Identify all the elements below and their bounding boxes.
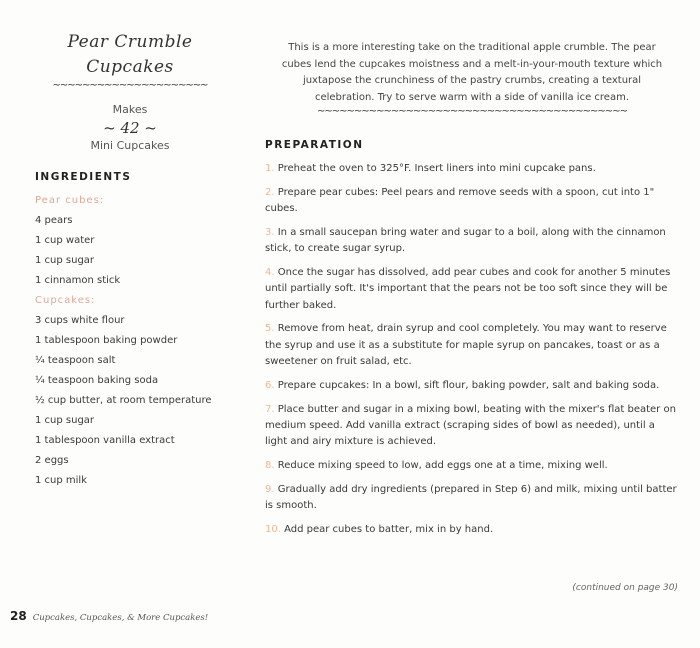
preparation-step: [265, 265, 680, 314]
step-text: Once the sugar has dissolved, add pear cubes and cook for another 5 minutes until partially soft. It's important that the pears not be too soft since they will be further baked.: [265, 266, 671, 311]
step-text: Prepare cupcakes: In a bowl, sift flour, baking powder, salt and baking soda.: [277, 379, 660, 391]
step-text: Gradually add dry ingredients (prepared in Step 6) and milk, mixing until batter is smooth.: [265, 483, 677, 512]
preparation-step: [265, 522, 680, 538]
step-number: 9.: [265, 483, 275, 495]
preparation-steps: [265, 161, 680, 546]
yield-count: ~ 42 ~: [103, 119, 157, 137]
makes-label: Makes: [112, 103, 148, 116]
page-number: 28: [10, 609, 27, 623]
yield-unit: Mini Cupcakes: [90, 139, 170, 152]
tilde-divider: ~~~~~~~~~~~~~~~~~~~~~~~~~~~~~~~~~~~~~~~~~~: [317, 106, 627, 117]
step-number: 6.: [265, 379, 275, 391]
preparation-step: [265, 458, 680, 474]
recipe-title-line1: Pear Crumble: [67, 32, 193, 52]
book-title: Cupcakes, Cupcakes, & More Cupcakes!: [32, 613, 209, 623]
ingredient-item: 2 eggs: [35, 455, 69, 466]
preparation-step: [265, 225, 680, 258]
step-text: Prepare pear cubes: Peel pears and remove seeds with a spoon, cut into 1" cubes.: [265, 186, 655, 215]
step-text: Reduce mixing speed to low, add eggs one at a time, mixing well.: [277, 459, 608, 471]
ingredient-group-heading: Pear cubes:: [35, 195, 105, 206]
recipe-header: [20, 30, 240, 154]
tilde-divider: ~~~~~~~~~~~~~~~~~~~~~: [52, 80, 208, 91]
intro: [272, 40, 672, 117]
preparation-step: [265, 402, 680, 451]
ingredient-item: 1 cup sugar: [35, 415, 95, 426]
step-number: 1.: [265, 163, 275, 174]
step-number: 7.: [265, 403, 275, 415]
recipe-title-line2: Cupcakes: [86, 57, 174, 77]
ingredient-item: 4 pears: [35, 215, 73, 226]
step-number: 4.: [265, 266, 275, 278]
preparation-step: [265, 161, 680, 177]
ingredient-item: 1 cinnamon stick: [35, 275, 121, 286]
step-number: 3.: [265, 226, 275, 238]
ingredient-item: ¼ teaspoon salt: [35, 355, 116, 366]
continued-note: (continued on page 30): [572, 583, 678, 593]
ingredient-item: 1 tablespoon baking powder: [35, 335, 178, 346]
step-text: Place butter and sugar in a mixing bowl, beating with the mixer's flat beater on medium speed. Add vanilla extract (scraping sides of bowl as needed), until a light and airy mixture is achieved.: [265, 403, 676, 448]
ingredient-item: ½ cup butter, at room temperature: [35, 395, 212, 406]
ingredient-item: 1 tablespoon vanilla extract: [35, 435, 175, 446]
step-text: Add pear cubes to batter, mix in by hand.: [284, 523, 494, 535]
ingredient-item: ¼ teaspoon baking soda: [35, 375, 159, 386]
ingredient-item: 1 cup sugar: [35, 255, 95, 266]
ingredient-item: 1 cup milk: [35, 475, 87, 486]
preparation-step: [265, 482, 680, 515]
preparation-heading: PREPARATION: [265, 139, 364, 151]
page-footer: [10, 609, 208, 623]
intro-text: This is a more interesting take on the traditional apple crumble. The pear cubes lend the cupcakes moistness and a melt-in-your-mouth texture which juxtapose the crunchiness of the pastry crumbs, creating a textural celebration. Try to serve warm with a side of vanilla ice cream.: [281, 42, 663, 104]
ingredient-group-heading: Cupcakes:: [35, 295, 96, 306]
ingredient-item: 3 cups white flour: [35, 315, 125, 326]
ingredients-heading: INGREDIENTS: [35, 171, 132, 183]
step-number: 5.: [265, 323, 275, 335]
step-text: Preheat the oven to 325°F. Insert liners into mini cupcake pans.: [277, 163, 596, 174]
step-number: 2.: [265, 186, 275, 198]
step-number: 8.: [265, 459, 275, 471]
step-text: In a small saucepan bring water and sugar to a boil, along with the cinnamon stick, to create sugar syrup.: [265, 226, 666, 255]
step-number: 10.: [265, 523, 281, 535]
ingredient-item: 1 cup water: [35, 235, 95, 246]
preparation-step: [265, 378, 680, 394]
ingredients-list: [35, 191, 235, 491]
preparation-step: [265, 321, 680, 370]
preparation-step: [265, 185, 680, 218]
step-text: Remove from heat, drain syrup and cool completely. You may want to reserve the syrup and use it as a substitute for maple syrup on pancakes, toast or as a sweetener on fruit salad, etc.: [265, 323, 667, 367]
